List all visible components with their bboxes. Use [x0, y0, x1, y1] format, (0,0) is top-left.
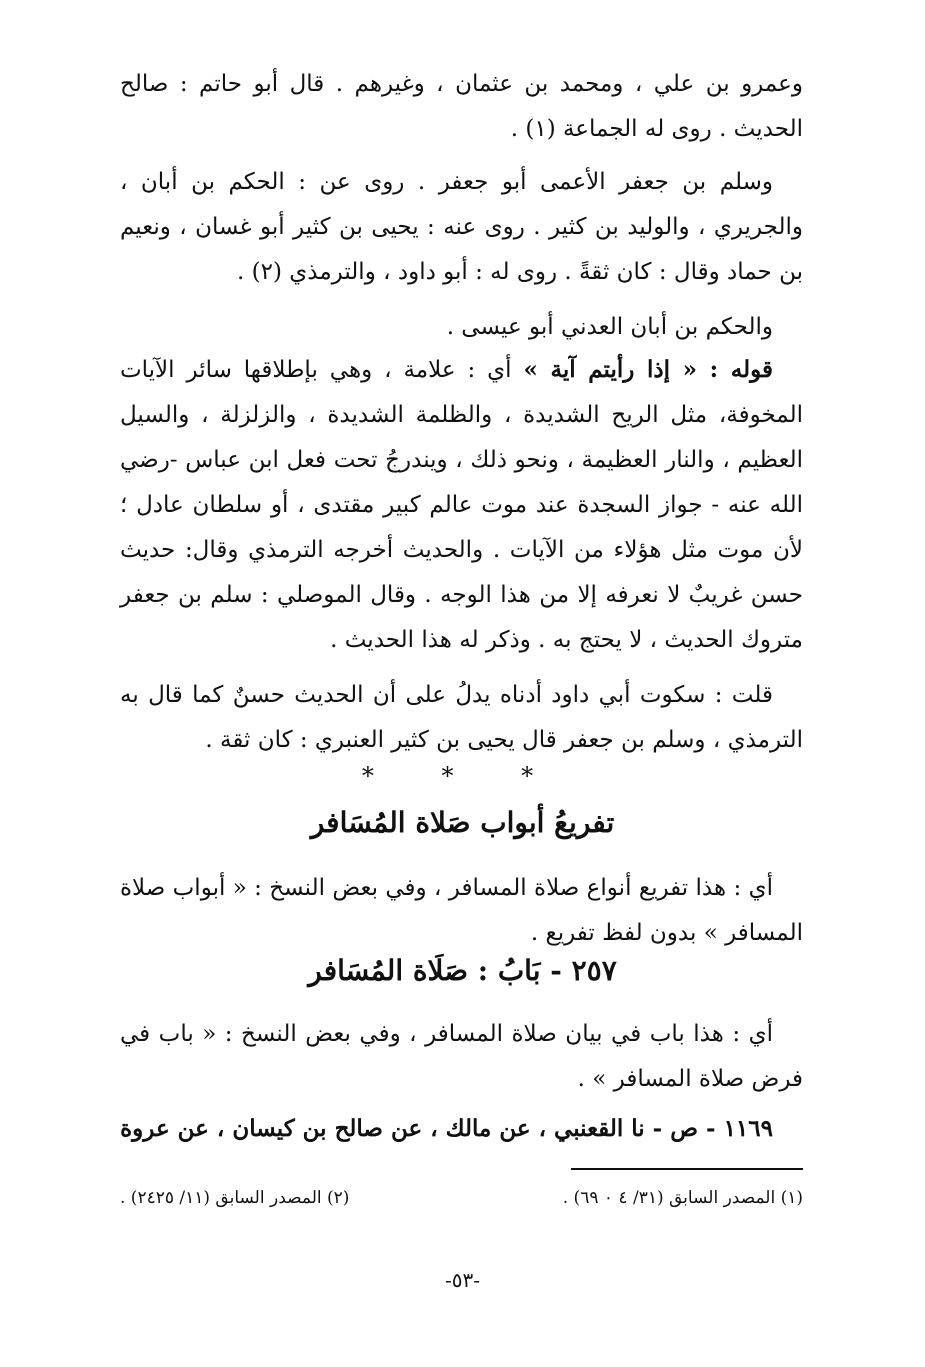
commentary-paragraph: [120, 347, 803, 663]
chapter-intro: [120, 1012, 803, 1102]
footnote-separator: [571, 1168, 803, 1170]
section-divider-stars: * * *: [361, 762, 564, 790]
paragraph: وسلم بن جعفر الأعمى أبو جعفر . روى عن : الحكم بن أبان ، والجريري ، والوليد بن كثير . روى عنه : يحيى بن كثير أبو غسان ، ونعيم بن حماد وقال : كان ثقةً . روى له : أبو داود ، والترمذي (٢) .: [120, 169, 803, 285]
note-paragraph: قلت : سكوت أبي داود أدناه يدلُ على أن الحديث حسنٌ كما قال به الترمذي ، وسلم بن جعفر قال يحيى بن كثير العنبري : كان ثقة .: [120, 682, 803, 753]
narrator-block-2: [120, 160, 803, 350]
footnote-2: (٢) المصدر السابق (١١/ ٢٤٢٥) .: [120, 1188, 350, 1208]
paragraph: أي : هذا باب في بيان صلاة المسافر ، وفي بعض النسخ : « باب في فرض صلاة المسافر » .: [120, 1021, 803, 1092]
chapter-title: ٢٥٧ - بَابُ : صَلَاة المُسَافر: [308, 954, 617, 987]
narrator-block-1: [120, 62, 803, 152]
page-number: -٥٣-: [444, 1268, 480, 1292]
commentary-lead: قوله : « إذا رأيتم آية »: [523, 356, 774, 383]
commentary-block: [120, 347, 803, 763]
paragraph: أي : هذا تفريع أنواع صلاة المسافر ، وفي بعض النسخ : « أبواب صلاة المسافر » بدون لفظ تفريع .: [120, 875, 803, 946]
hadith-block: [120, 1106, 803, 1151]
footnotes: [120, 1188, 803, 1208]
paragraph: وعمرو بن علي ، ومحمد بن عثمان ، وغيرهم . قال أبو حاتم : صالح الحديث . روى له الجماعة (١) .: [120, 71, 803, 142]
commentary-text: أي : علامة ، وهي بإطلاقها سائر الآيات المخوفة، مثل الريح الشديدة ، والظلمة الشديدة ، والزلزلة ، والسيل العظيم ، والنار العظيمة ، ونحو ذلك ، ويندرجُ تحت فعل ابن عباس -رضي الله عنه - جواز السجدة عند موت عالم كبير مقتدى ، أو سلطان عادل ؛ لأن موت مثل هؤلاء من الآيات . والحديث أخرجه الترمذي وقال: حديث حسن غريبٌ لا نعرفه إلا من هذا الوجه . وقال الموصلي : سلم بن جعفر متروك الحديث ، لا يحتج به . وذكر له هذا الحديث .: [120, 357, 803, 653]
section-title: تفريعُ أبواب صَلاة المُسَافر: [310, 806, 615, 839]
paragraph: والحكم بن أبان العدني أبو عيسى .: [446, 314, 773, 340]
section-intro: [120, 866, 803, 956]
hadith-line: ١١٦٩ - ص - نا القعنبي ، عن مالك ، عن صالح بن كيسان ، عن عروة: [120, 1115, 773, 1142]
footnote-1: (١) المصدر السابق (٣١/ ٤ ٠ ٦٩) .: [562, 1188, 803, 1208]
